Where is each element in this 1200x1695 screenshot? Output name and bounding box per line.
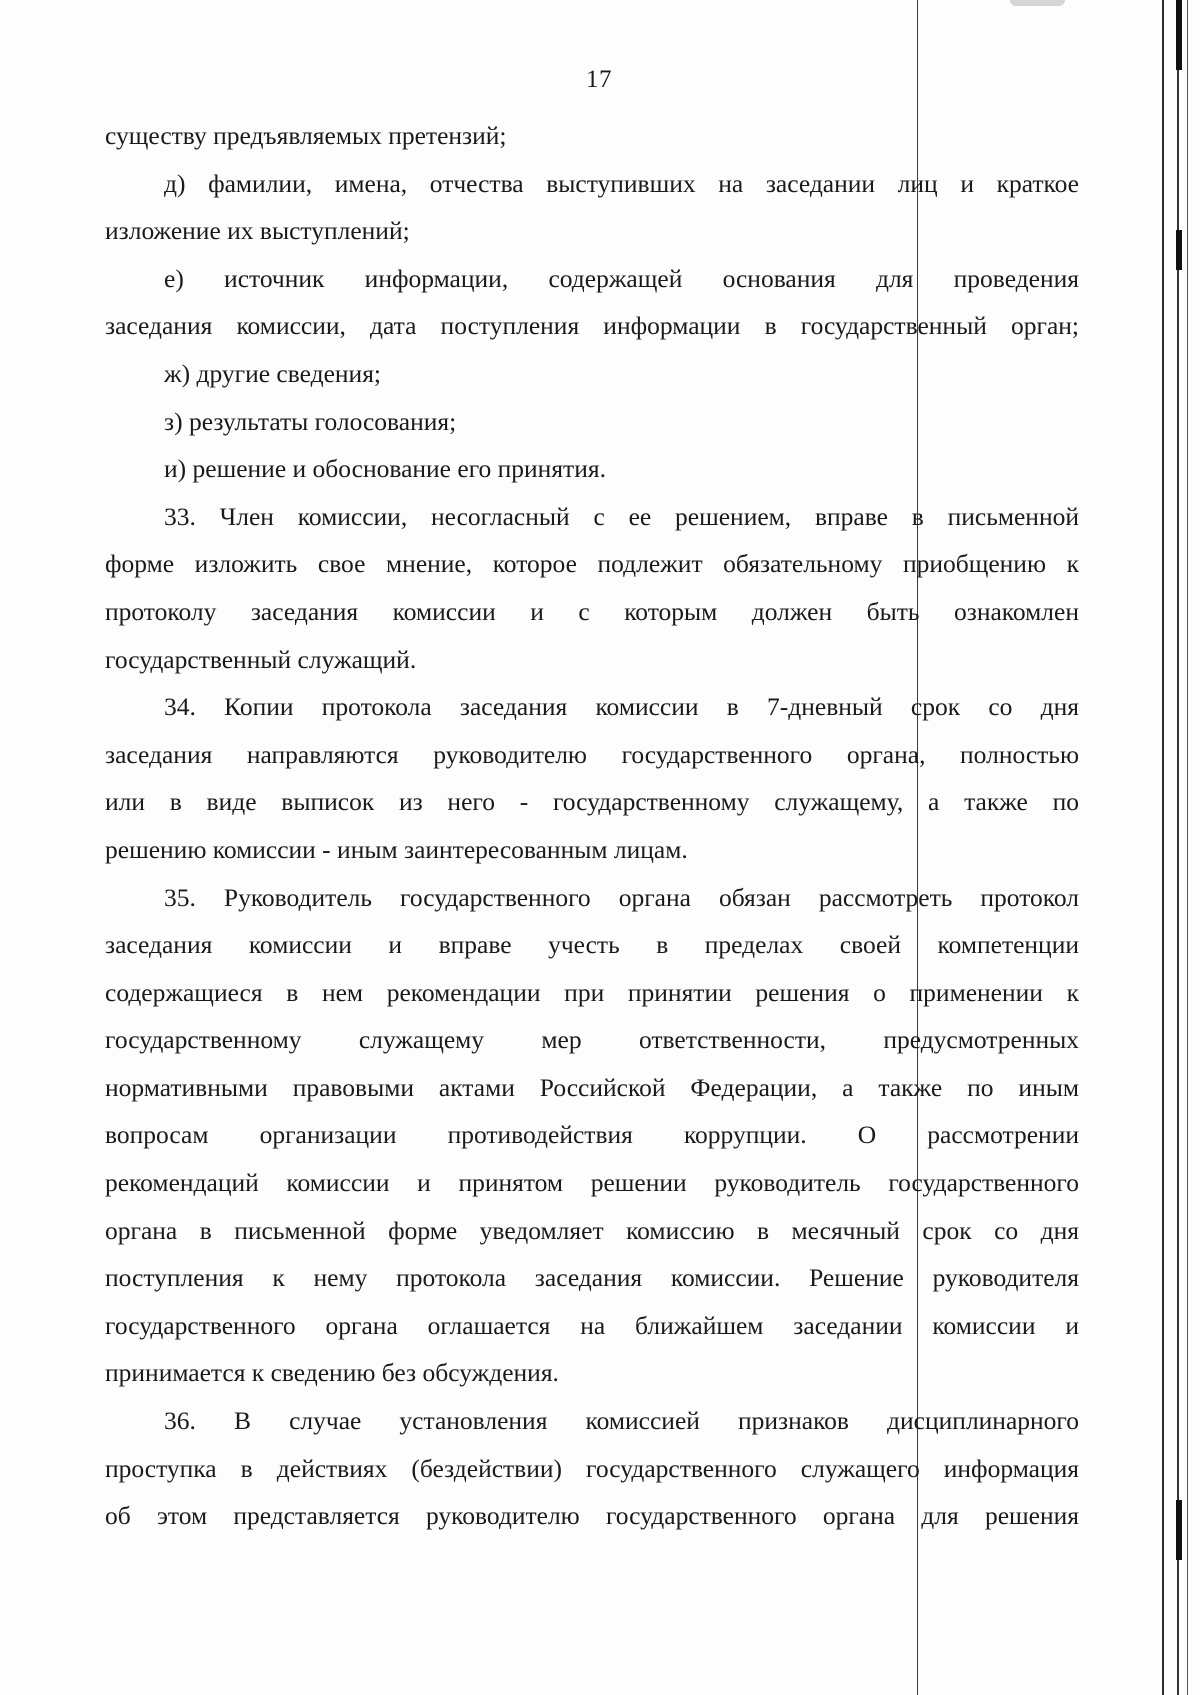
text-line: об этом представляется руководителю государственного органа для решения	[105, 1501, 1079, 1531]
text-line: поступления к нему протокола заседания комиссии. Решение руководителя	[105, 1263, 1079, 1293]
text-line: заседания комиссии и вправе учесть в пределах своей компетенции	[105, 930, 1079, 960]
scan-edge-line	[1162, 0, 1164, 1695]
text-line: изложение их выступлений;	[105, 216, 410, 246]
text-line: государственному служащему мер ответственности, предусмотренных	[105, 1025, 1079, 1055]
page-number	[0, 66, 1200, 94]
text-line: з) результаты голосования;	[164, 406, 457, 436]
text-line: и) решение и обоснование его принятия.	[164, 454, 606, 484]
text-line: или в виде выписок из него - государственному служащему, а также по	[105, 787, 1079, 817]
document-body	[105, 112, 1079, 1540]
text-line: решению комиссии - иным заинтересованным лицам.	[105, 834, 688, 864]
text-line: органа в письменной форме уведомляет комиссию в месячный срок со дня	[105, 1215, 1079, 1245]
text-line: е) источник информации, содержащей основания для проведения	[164, 263, 1079, 293]
text-line: 34. Копии протокола заседания комиссии в 7-дневный срок со дня	[164, 692, 1079, 722]
text-line: принимается к сведению без обсуждения.	[105, 1358, 559, 1388]
text-line: протоколу заседания комиссии и с которым должен быть ознакомлен	[105, 596, 1079, 626]
text-line: форме изложить свое мнение, которое подлежит обязательному приобщению к	[105, 549, 1079, 579]
scan-edge-line	[1187, 0, 1188, 1695]
text-line: 35. Руководитель государственного органа обязан рассмотреть протокол	[164, 882, 1079, 912]
text-line: заседания направляются руководителю государственного органа, полностью	[105, 739, 1079, 769]
page-number-text: 17	[586, 66, 612, 93]
text-line: ж) другие сведения;	[164, 358, 382, 388]
scan-smudge	[1010, 0, 1065, 6]
scan-edge-mark	[1176, 1500, 1182, 1560]
text-line: государственный служащий.	[105, 644, 417, 674]
text-line: содержащиеся в нем рекомендации при принятии решения о применении к	[105, 977, 1079, 1007]
text-line: рекомендаций комиссии и принятом решении руководитель государственного	[105, 1168, 1079, 1198]
text-line: заседания комиссии, дата поступления информации в государственный орган;	[105, 311, 1079, 341]
scan-edge-mark	[1176, 0, 1182, 70]
text-line: 36. В случае установления комиссией признаков дисциплинарного	[164, 1406, 1079, 1436]
text-line: государственного органа оглашается на ближайшем заседании комиссии и	[105, 1310, 1079, 1340]
scan-edge-mark	[1176, 230, 1182, 270]
text-line: нормативными правовыми актами Российской Федерации, а также по иным	[105, 1072, 1079, 1102]
text-line: д) фамилии, имена, отчества выступивших на заседании лиц и краткое	[164, 168, 1079, 198]
text-line: 33. Член комиссии, несогласный с ее решением, вправе в письменной	[164, 501, 1079, 531]
text-line: проступка в действиях (бездействии) государственного служащего информация	[105, 1453, 1079, 1483]
text-line: существу предъявляемых претензий;	[105, 121, 507, 150]
text-line: вопросам организации противодействия коррупции. О рассмотрении	[105, 1120, 1079, 1150]
